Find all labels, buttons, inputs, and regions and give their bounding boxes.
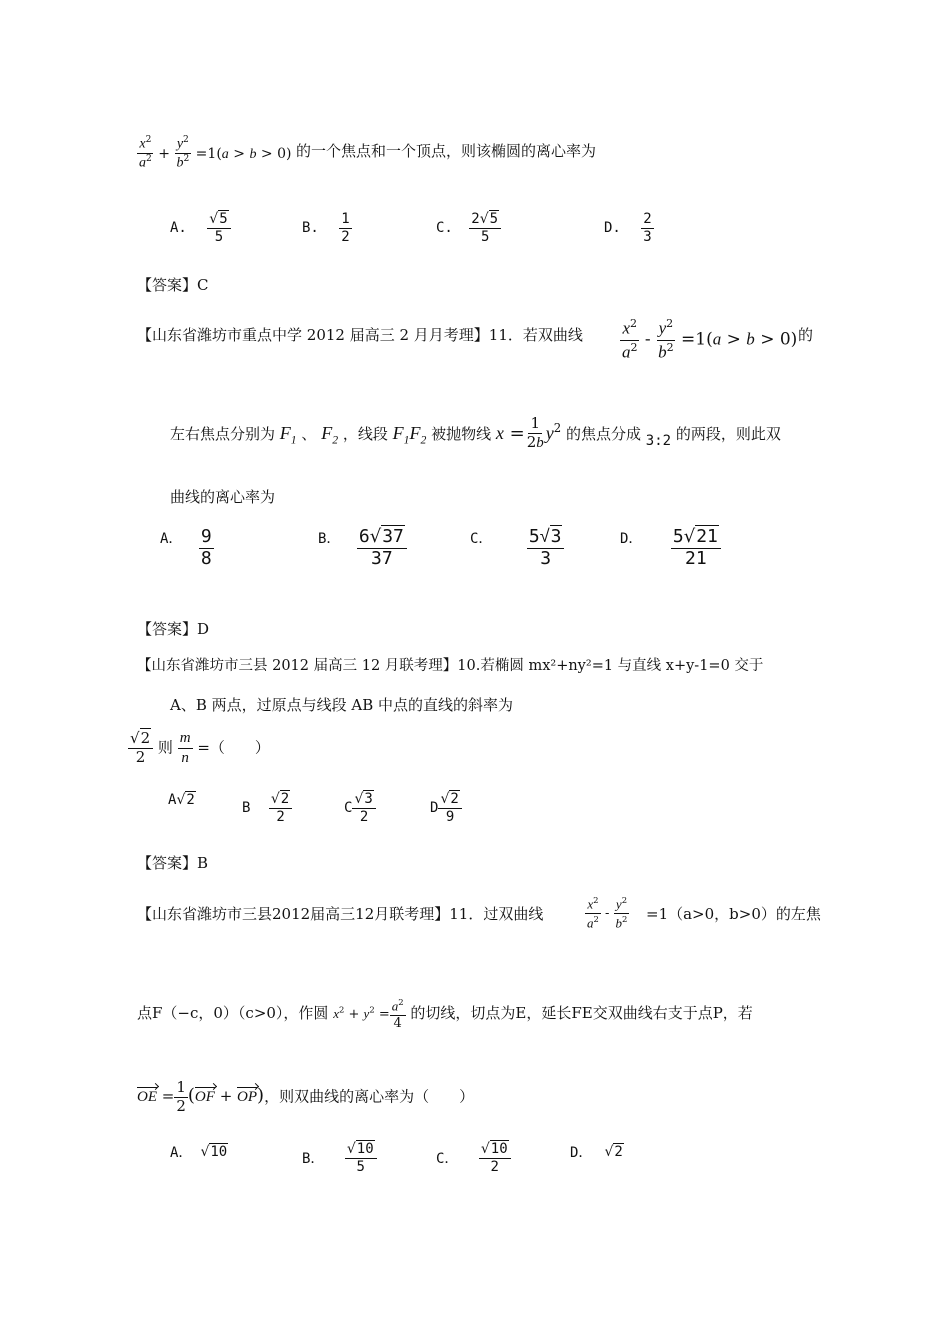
q11b-source: 【山东省潍坊市三县2012届高三12月联考理】11．过双曲线 — [137, 905, 544, 923]
q10b-ze: 则 — [157, 738, 173, 757]
q11a-line2-text-d: 被抛物线 — [431, 424, 492, 443]
q11a-option-a: A． $\frac{9}{8}$ — [160, 526, 212, 569]
q10b-answer: 【答案】B — [137, 854, 209, 872]
option-a-label: A. — [170, 220, 187, 237]
q11b-option-d: D． √2 — [570, 1144, 623, 1161]
q10b-line2: A、B 两点，过原点与线段 AB 中点的直线的斜率为 — [170, 696, 514, 714]
q11a-de: 的 — [798, 326, 814, 344]
option-b-label: B． — [318, 531, 341, 547]
option-c-label: C． — [436, 1151, 459, 1168]
q10b-option-d: D $\frac{√2}{9}$ — [430, 792, 462, 824]
q11a-line2 — [170, 416, 781, 452]
q10a-option-b: B. $\frac{1}{2}$ — [302, 211, 350, 245]
q11b-line3-text: ，则双曲线的离心率为（ ） — [264, 1087, 475, 1106]
q11a-line3: 曲线的离心率为 — [170, 488, 276, 506]
option-a-label: A． — [160, 531, 183, 547]
q11b-line2 — [137, 998, 753, 1031]
option-b-label: B. — [302, 220, 319, 237]
q11a-line2-text-f: 的两段，则此双 — [675, 424, 781, 443]
q11a-option-b: B． $\frac{6√37}{37}$ — [318, 528, 407, 569]
q10b-source: 【山东省潍坊市三县 2012 届高三 12 月联考理】10.若椭圆 mx²+ny²=1 与直线 x+y-1=0 交于 — [137, 658, 764, 674]
f2-symbol: $F_2$ — [321, 422, 339, 447]
q10a-option-a: A. $\frac{√5}{5}$ — [170, 212, 231, 244]
q11a-source: 【山东省潍坊市重点中学 2012 届高三 2 月月考理】11．若双曲线 — [137, 326, 583, 344]
option-d-label: D． — [620, 531, 643, 547]
q11a-line2-text-a: 左右焦点分别为 — [170, 424, 276, 443]
f1f2-segment: $F_1F_2$ — [392, 422, 427, 447]
vector-equation: OE = $\frac{1}{2}$ (OF + OP) — [137, 1078, 265, 1115]
q10a-equation: $\frac{x^2}{a^2}$ + $\frac{y^2}{b^2}$ =1(a > b > 0) — [139, 135, 292, 171]
option-c-label: C. — [436, 220, 453, 237]
option-d-label: D — [430, 800, 439, 817]
q11a-equation: $\frac{x^2}{a^2}$ - $\frac{y^2}{b^2}$ =1(a > b > 0) — [622, 317, 798, 362]
q11b-line3 — [137, 1080, 474, 1115]
q11a-line2-text-e: 的焦点分成 — [565, 424, 641, 443]
q11b-cond: =1（a>0，b>0）的左焦 — [646, 905, 821, 923]
q10b-option-b: B $\frac{√2}{2}$ — [242, 792, 292, 824]
q11a-line2-text-c: ，线段 — [342, 424, 388, 443]
q11b-option-b: B． $\frac{√10}{5}$ — [302, 1142, 377, 1174]
q10b-option-a: A√2 — [168, 792, 195, 808]
parabola-equation: x = $\frac{1}{2b}$ $y^2$ — [495, 414, 562, 451]
q11a-answer: 【答案】D — [137, 620, 210, 638]
q11a-option-d: D． $\frac{5√21}{21}$ — [620, 528, 721, 569]
f1-symbol: $F_1$ — [279, 422, 297, 447]
circle-equation: $x^2 + y^2$ = $\frac{a^2}{4}$ — [333, 997, 404, 1031]
option-c-label: C — [344, 800, 353, 817]
q11b-option-a: A． √10 — [170, 1144, 228, 1161]
option-d-label: D. — [604, 220, 621, 237]
option-b-label: B — [242, 800, 251, 817]
q10a-option-d: D. $\frac{2}{3}$ — [604, 211, 652, 245]
ratio-value: 3:2 — [645, 432, 672, 449]
q11a-line2-text-b: 、 — [301, 424, 317, 443]
q10b-option-c: C $\frac{√3}{2}$ — [344, 792, 376, 824]
option-d-label: D． — [570, 1145, 593, 1161]
q10a-option-c: C. $\frac{2√5}{5}$ — [436, 212, 501, 244]
q11b-line2-text-a: 点F（−c，0）（c>0），作圆 — [137, 1003, 329, 1022]
q11b-equation: $\frac{x^2}{a^2}$ - $\frac{y^2}{b^2}$ — [587, 895, 628, 931]
q11a-option-c: C． $\frac{5√3}{3}$ — [470, 528, 564, 569]
option-a-label: A — [168, 792, 177, 808]
option-b-label: B． — [302, 1151, 325, 1168]
q10a-answer: 【答案】C — [137, 276, 209, 294]
q10a-stem-text: 的一个焦点和一个顶点，则该椭圆的离心率为 — [296, 142, 597, 160]
q10b-slope-line: $\frac{√2}{2}$ 则 $\frac{m}{n}$ =（ ） — [130, 729, 270, 766]
option-a-label: A． — [170, 1145, 193, 1161]
q11b-line2-text-b: 的切线，切点为E，延长FE交双曲线右支于点P，若 — [410, 1003, 753, 1022]
option-c-label: C． — [470, 531, 493, 547]
q10b-eq: =（ ） — [197, 738, 270, 757]
q11b-option-c: C． $\frac{√10}{2}$ — [436, 1142, 511, 1174]
